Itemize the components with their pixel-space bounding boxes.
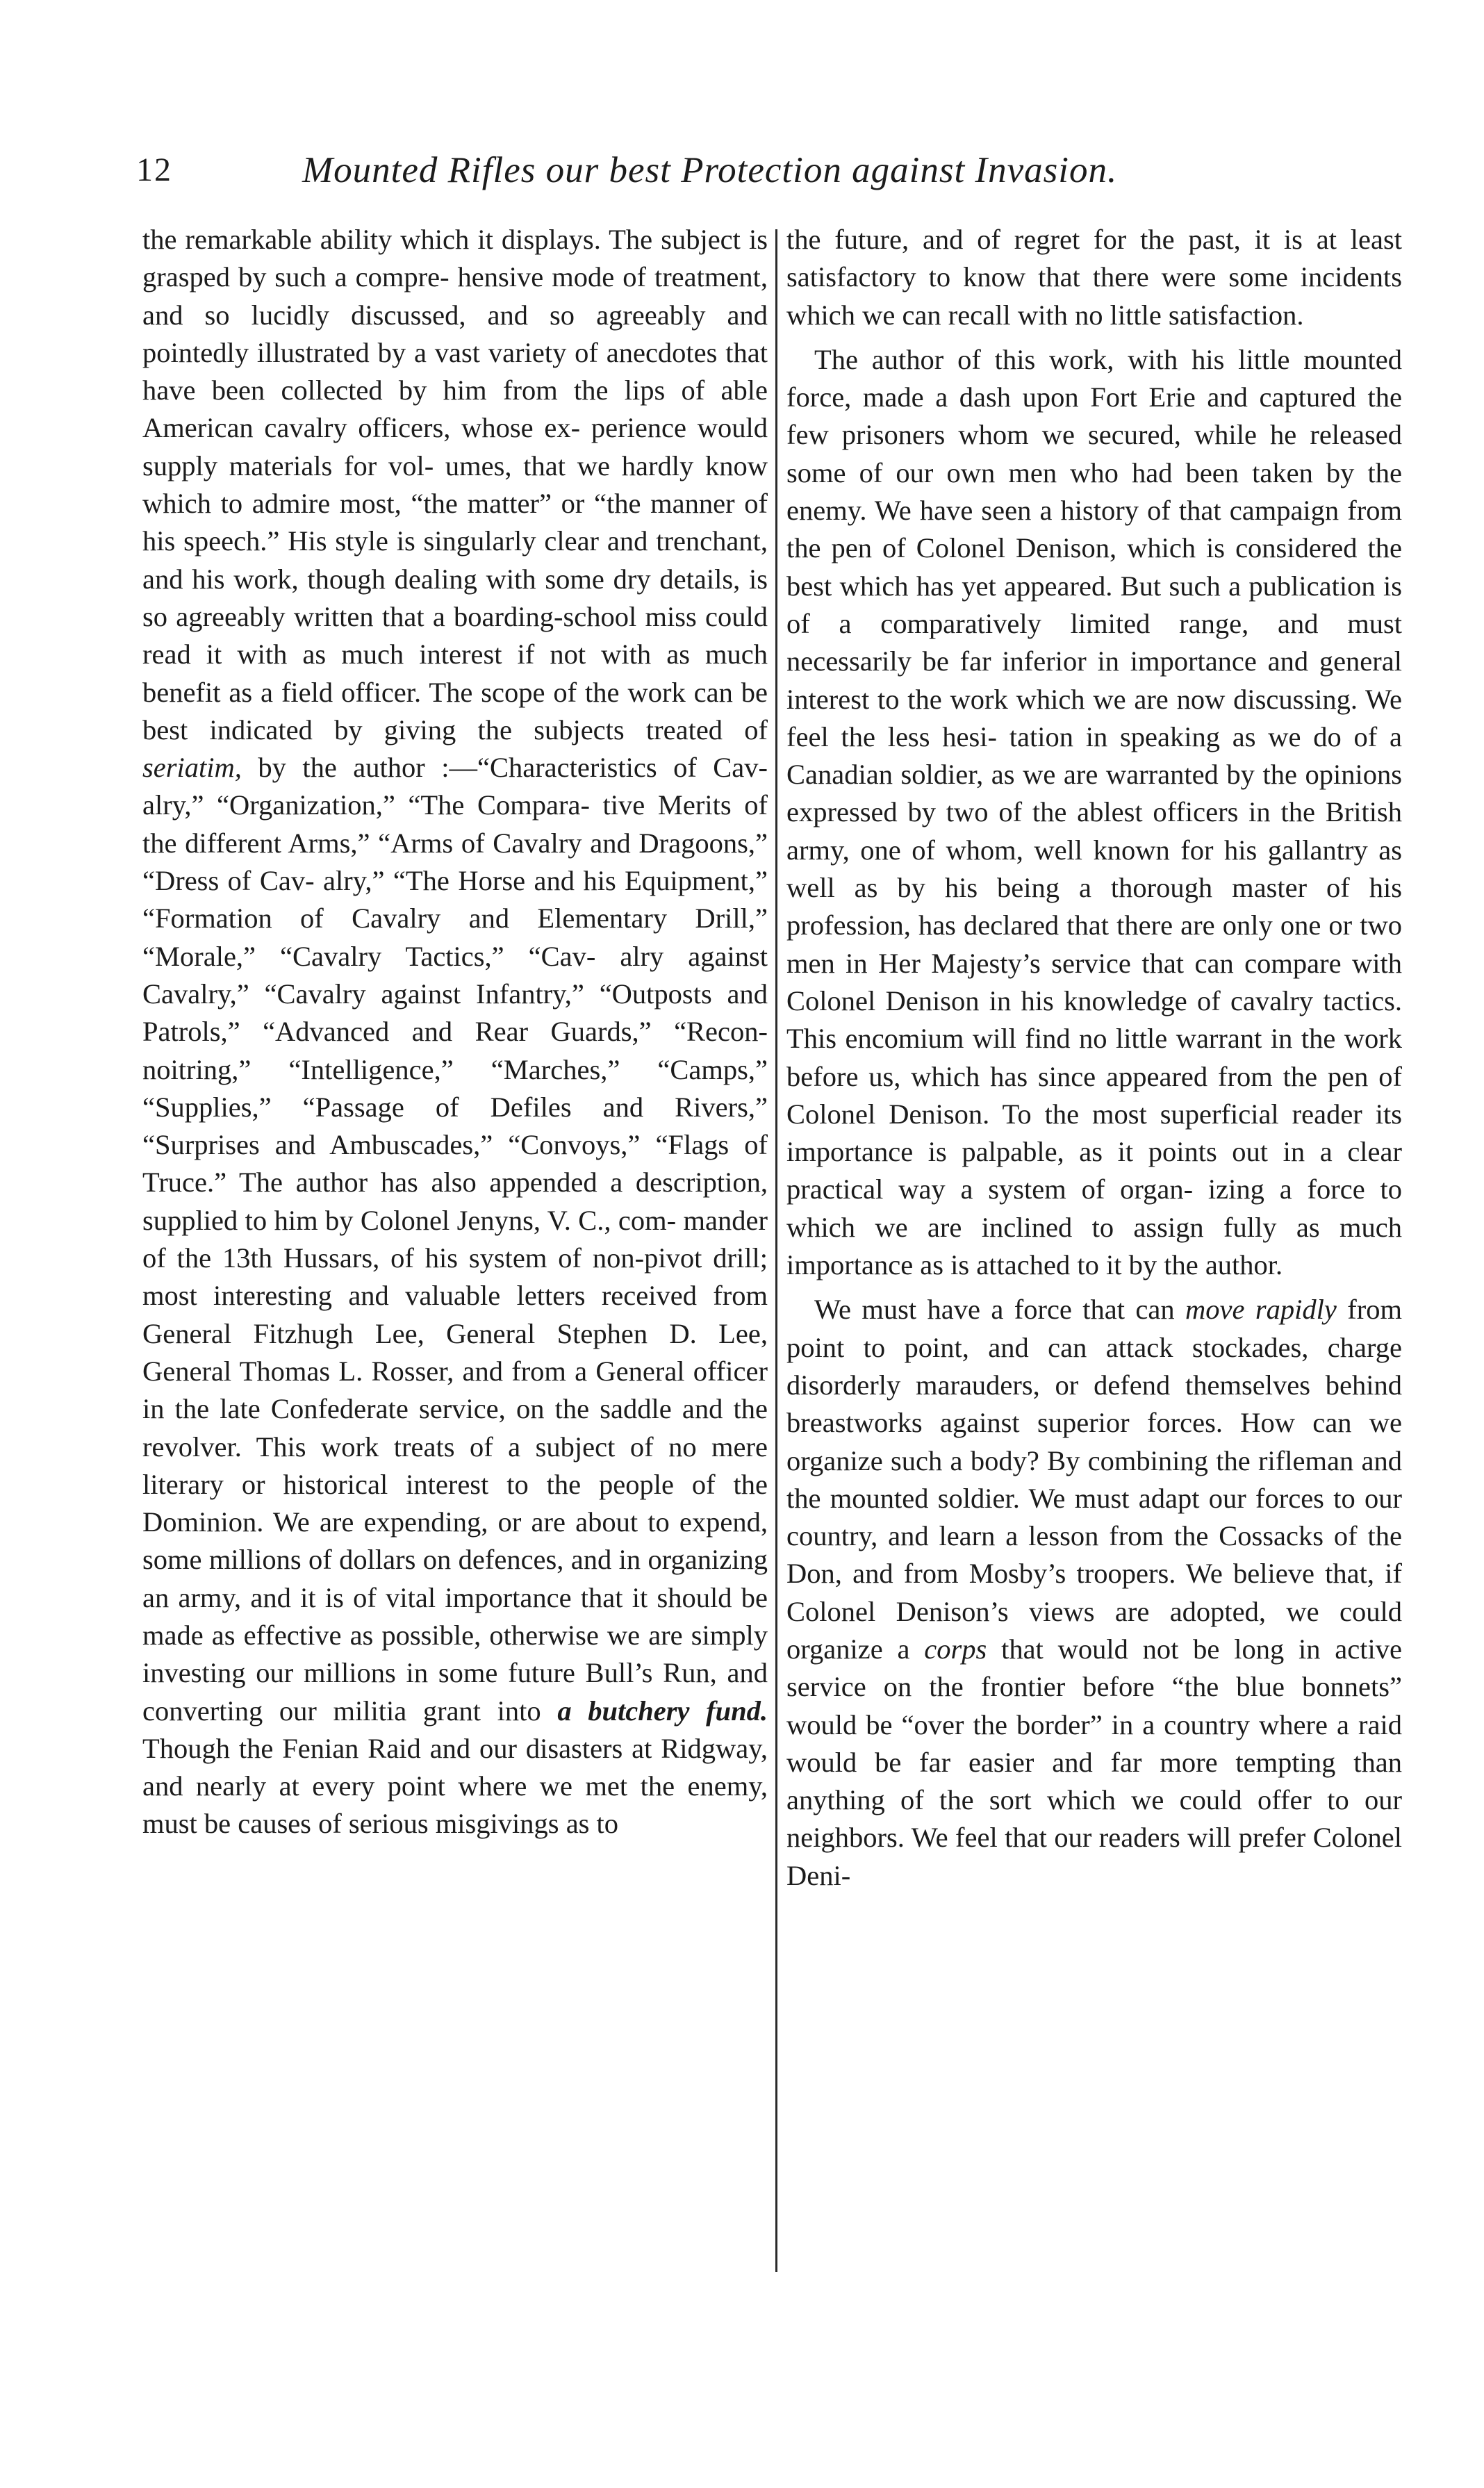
page-number: 12 [136,151,172,188]
text-run: the remarkable ability which it displays. The subject is grasped by such a compre- hensive mode of treatment, and so lucidly discussed, and so agreeably and pointedly illustrated by a vast variety of anecdotes that have been collected by him from the lips of able American cavalry officers, whose ex- perience would supply materials for vol- umes, that we hardly know which to admire most, “the matter” or “the manner of his speech.” His style is singularly clear and trenchant, and his work, though dealing with some dry details, is so agreeably written that a boarding-school miss could read it with as much interest if not with as much benefit as a field officer. The scope of the work can be best indicated by giving the subjects treated of [142,224,768,745]
left-column [142,221,768,1843]
italic-text: move rapidly [1185,1294,1337,1326]
italic-text: seriatim, [142,752,242,784]
right-paragraph: the future, and of regret for the past, it is at least satisfactory to know that there were some incidents which we can recall with no little satisfaction. [786,224,1402,331]
italic-text: corps [924,1633,987,1665]
right-paragraph [786,1291,1402,1895]
text-run: We must have a force that can [814,1294,1175,1326]
italic-text: a butchery fund. [557,1695,768,1727]
right-column [786,221,1402,1895]
left-paragraph [142,221,768,1843]
text-run: by the author :—“Characteristics of Cav- alry,” “Organization,” “The Compara- tive Merits of the different Arms,” “Arms of Cavalry and Dragoons,” “Dress of Cav- alry,” “The Horse and his Equipment,” “Formation of Cavalry and Elementary Drill,” “Morale,” “Cavalry Tactics,” “Cav- alry against Cavalry,” “Cavalry against Infantry,” “Outposts and Patrols,” “Advanced and Rear Guards,” “Recon- noitring,” “Intelligence,” “Marches,” “Camps,” “Supplies,” “Passage of Defiles and Rivers,” “Surprises and Ambuscades,” “Convoys,” “Flags of Truce.” The author has also appended a description, supplied to him by Colonel Jenyns, V. C., com- mander of the 13th Hussars, of his system of non-pivot drill; most interesting and valuable letters received from General Fitzhugh Lee, General Stephen D. Lee, General Thomas L. Rosser, and from a General officer in the late Confederate service, on the saddle and the revolver. This work treats of a subject of no mere literary or historical interest to the people of the Dominion. We are expending, or are about to expend, some millions of dollars on defences, and in organizing an army, and it is of vital importance that it should be made as effective as possible, otherwise we are simply investing our millions in some future Bull’s Run, and converting our militia grant into [142,752,768,1727]
right-paragraph: The author of this work, with his little mounted force, made a dash upon Fort Erie and captured the few prisoners whom we secured, while he released some of our own men who had been taken by the enemy. We have seen a history of that campaign from the pen of Colonel Denison, which is considered the best which has yet appeared. But such a publication is of a comparatively limited range, and must necessarily be far inferior in importance and general interest to the work which we are now discussing. We feel the less hesi- tation in speaking as we do of a Canadian soldier, as we are warranted by the opinions expressed by two of the ablest officers in the British army, one of whom, well known for his gallantry as well as by his being a thorough master of his profession, has declared that there are only one or two men in Her Majesty’s service that can compare with Colonel Denison in his knowledge of cavalry tactics. This encomium will find no little warrant in the work before us, which has since appeared from the pen of Colonel Denison. To the most superficial reader its importance is palpable, as it points out in a clear practical way a system of organ- izing a force to which we are inclined to assign fully as much importance as is attached to it by the author. [786,343,1402,1281]
text-run: that would not be long in active service on the frontier before “the blue bonnets” would be “over the border” in a country where a raid would be far easier and far more tempting than anything of the sort which we could offer to our neighbors. We feel that our readers will prefer Colonel Deni- [786,1633,1402,1891]
page-header [132,142,1355,198]
running-title: Mounted Rifles our best Protection against Invasion. [302,150,1118,190]
text-run: from point to point, and can attack stockades, charge disorderly marauders, or defend themselves behind breastworks against superior forces. How can we organize such a body? By combining the rifleman and the mounted soldier. We must adapt our forces to our country, and learn a lesson from the Cossacks of the Don, and from Mosby’s troopers. We believe that, if Colonel Denison’s views are adopted, we could organize a [786,1294,1403,1665]
column-divider [775,229,777,2272]
text-run: Though the Fenian Raid and our disasters at Ridgway, and nearly at every point where we met the enemy, must be causes of serious misgivings as to [142,1732,768,1840]
